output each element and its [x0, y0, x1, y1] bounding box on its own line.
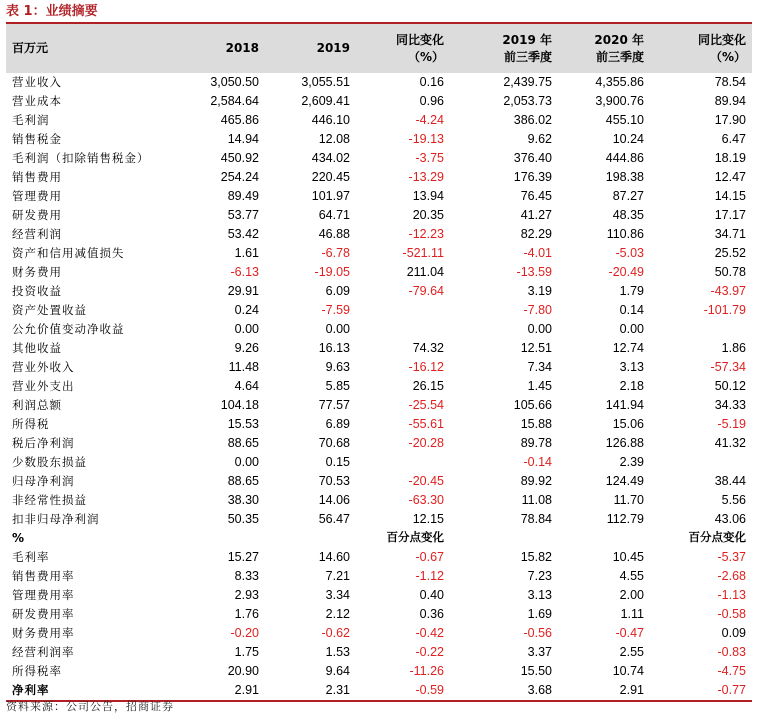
table-cell: 89.49 [227, 189, 259, 203]
table-cell: 12.15 [412, 512, 444, 526]
table-cell: -0.20 [230, 626, 259, 640]
table-cell: 1.61 [234, 246, 259, 260]
table-cell: 17.17 [714, 208, 746, 222]
table-cell: 89.78 [520, 436, 552, 450]
table-cell: 34.71 [714, 227, 746, 241]
table-cell: -0.42 [415, 626, 444, 640]
table-cell: 46.88 [318, 227, 350, 241]
table-cell: 10.74 [612, 664, 644, 678]
table-row [6, 377, 752, 396]
table-cell: 16.13 [318, 341, 350, 355]
table-cell: -7.59 [321, 303, 350, 317]
row-label: 利润总额 [12, 398, 62, 412]
table-cell: -43.97 [710, 284, 746, 298]
table-cell: 78.54 [714, 75, 746, 89]
table-cell: 254.24 [220, 170, 259, 184]
table-cell: 43.06 [714, 512, 746, 526]
source-note: 资料来源：公司公告，招商证券 [6, 700, 174, 713]
table-cell: 3,900.76 [595, 94, 644, 108]
table-cell: -0.62 [321, 626, 350, 640]
table-row [6, 168, 752, 187]
table-row [6, 434, 752, 453]
row-label: 税后净利润 [12, 436, 75, 450]
table-cell [260, 529, 350, 548]
table-cell: 110.86 [606, 227, 644, 241]
table-row [6, 605, 752, 624]
table-cell: 14.15 [714, 189, 746, 203]
table-cell: 0.96 [419, 94, 444, 108]
column-header [169, 24, 259, 73]
table-cell: -19.05 [314, 265, 350, 279]
table-cell [452, 529, 552, 548]
table-cell: -79.64 [408, 284, 444, 298]
table-row [6, 491, 752, 510]
table-cell: 7.23 [527, 569, 552, 583]
table-cell: 1.79 [619, 284, 644, 298]
row-label: 财务费用率 [12, 626, 75, 640]
table-cell: -25.54 [408, 398, 444, 412]
row-label: 营业收入 [12, 75, 62, 89]
table-cell: 12.51 [520, 341, 552, 355]
column-header [260, 24, 350, 73]
table-cell: -13.59 [516, 265, 552, 279]
table-cell: 14.06 [318, 493, 350, 507]
table-cell: 124.49 [605, 474, 644, 488]
table-cell: 455.10 [605, 113, 644, 127]
table-cell: -101.79 [703, 303, 746, 317]
table-row [6, 244, 752, 263]
table-cell: 41.27 [520, 208, 552, 222]
table-cell: 4,355.86 [595, 75, 644, 89]
table-cell: 3,050.50 [210, 75, 259, 89]
table-cell: 15.27 [227, 550, 259, 564]
table-cell: 11.70 [613, 493, 644, 507]
table-cell: 50.35 [227, 512, 259, 526]
table-row [6, 187, 752, 206]
row-label: 销售费用率 [12, 569, 75, 583]
column-header-line1: 2019 年 [502, 32, 552, 47]
row-label: 公允价值变动净收益 [12, 322, 125, 336]
column-header-line2: 前三季度 [503, 49, 552, 64]
row-label: 管理费用 [12, 189, 62, 203]
table-cell: 29.91 [227, 284, 259, 298]
table-row [6, 282, 752, 301]
table-cell: 4.55 [619, 569, 644, 583]
table-cell: 5.85 [325, 379, 350, 393]
table-cell: 0.00 [234, 322, 259, 336]
row-label: 净利率 [12, 683, 50, 697]
table-cell: 74.32 [412, 341, 444, 355]
table-cell: 77.57 [318, 398, 350, 412]
table-row [6, 567, 752, 586]
table-cell: 20.90 [227, 664, 259, 678]
row-label: 归母净利润 [12, 474, 75, 488]
table-row [6, 548, 752, 567]
table-cell: 3.13 [527, 588, 552, 602]
table-cell: 0.00 [325, 322, 350, 336]
table-cell: 百分点变化 [386, 532, 444, 544]
row-label: 经营利润 [12, 227, 62, 241]
table-cell: 6.47 [721, 132, 746, 146]
table-cell: 50.12 [714, 379, 746, 393]
row-label: 毛利率 [12, 550, 50, 564]
table-cell: -11.26 [409, 664, 444, 678]
table-row [6, 263, 752, 282]
table-cell: 446.10 [311, 113, 350, 127]
row-label: 经营利润率 [12, 645, 75, 659]
row-label: 研发费用 [12, 208, 62, 222]
table-cell: 88.65 [227, 474, 259, 488]
table-row [6, 130, 752, 149]
table-cell: -3.75 [415, 151, 444, 165]
table-cell: 38.30 [227, 493, 259, 507]
table-row [6, 453, 752, 472]
table-cell: 376.40 [513, 151, 552, 165]
table-cell: -1.12 [415, 569, 444, 583]
table-cell [656, 453, 746, 472]
table-cell [354, 453, 444, 472]
table-cell: 211.04 [406, 265, 444, 279]
row-label: 营业外支出 [12, 379, 75, 393]
table-cell: 15.06 [612, 417, 644, 431]
table-cell [554, 529, 644, 548]
table-cell: 3,055.51 [301, 75, 350, 89]
row-label: 销售税金 [12, 132, 62, 146]
column-header-line2: （%） [407, 49, 444, 64]
table-cell: 15.53 [227, 417, 259, 431]
table-row [6, 624, 752, 643]
row-label: 营业外收入 [12, 360, 75, 374]
table-cell: 112.79 [606, 512, 644, 526]
table-cell: -2.68 [717, 569, 746, 583]
table-cell: 386.02 [513, 113, 552, 127]
table-cell: 2.93 [234, 588, 259, 602]
table-cell: -16.12 [408, 360, 444, 374]
table-title: 表 1：业绩摘要 [6, 4, 98, 19]
table-cell: -57.34 [710, 360, 746, 374]
table-row [6, 320, 752, 339]
table-cell: 3.34 [325, 588, 350, 602]
table-body [6, 73, 752, 702]
table-cell: 1.86 [721, 341, 746, 355]
table-cell: 0.00 [527, 322, 552, 336]
table-cell: 15.88 [520, 417, 552, 431]
table-cell: 126.88 [605, 436, 644, 450]
row-label: 毛利润 [12, 113, 50, 127]
table-cell: 12.47 [714, 170, 746, 184]
row-label: 销售费用 [12, 170, 62, 184]
table-cell: 0.16 [419, 75, 444, 89]
table-row [6, 339, 752, 358]
table-cell: 5.56 [721, 493, 746, 507]
row-label: 资产处置收益 [12, 303, 87, 317]
table-row [6, 510, 752, 529]
table-cell: 70.53 [318, 474, 350, 488]
table-cell: 53.77 [227, 208, 259, 222]
table-cell: 2.00 [619, 588, 644, 602]
table-cell: 10.24 [612, 132, 644, 146]
table-row [6, 586, 752, 605]
column-header-line1: 同比变化 [697, 32, 746, 47]
table-cell: 220.45 [311, 170, 350, 184]
table-cell: -1.13 [717, 588, 746, 602]
table-cell: -0.22 [415, 645, 444, 659]
table-cell: 12.08 [318, 132, 350, 146]
column-header-line1: 百万元 [12, 41, 49, 55]
table-row [6, 358, 752, 377]
table-cell: -5.03 [615, 246, 644, 260]
table-cell: 3.68 [527, 683, 552, 697]
table-cell: 101.97 [311, 189, 350, 203]
column-header-line1: 2019 [316, 41, 350, 55]
table-cell: 450.92 [220, 151, 259, 165]
table-cell: 434.02 [311, 151, 350, 165]
table-cell: 88.65 [227, 436, 259, 450]
table-header [6, 22, 752, 73]
table-row [6, 149, 752, 168]
table-cell: 1.69 [527, 607, 552, 621]
table-cell: 1.53 [325, 645, 350, 659]
table-cell: 11.08 [521, 493, 552, 507]
table-cell: 444.86 [605, 151, 644, 165]
table-cell: 105.66 [513, 398, 552, 412]
table-cell: 3.13 [619, 360, 644, 374]
row-label: 毛利润（扣除销售税金） [12, 151, 150, 165]
table-cell: 9.26 [234, 341, 259, 355]
table-cell [354, 320, 444, 339]
table-cell: 0.36 [419, 607, 444, 621]
table-cell: 0.40 [419, 588, 444, 602]
table-cell: 87.27 [612, 189, 644, 203]
table-cell: -521.11 [402, 246, 444, 260]
table-cell: 89.92 [520, 474, 552, 488]
table-cell: -5.19 [717, 417, 746, 431]
table-cell: -4.01 [523, 246, 552, 260]
table-cell: 4.64 [234, 379, 259, 393]
table-cell: 12.74 [612, 341, 644, 355]
row-label: 管理费用率 [12, 588, 75, 602]
table-cell: 10.45 [612, 550, 644, 564]
row-label: 资产和信用减值损失 [12, 246, 125, 260]
table-cell: 1.76 [234, 607, 259, 621]
table-cell: 7.34 [527, 360, 552, 374]
table-cell: 15.50 [520, 664, 552, 678]
table-row [6, 206, 752, 225]
table-row [6, 73, 752, 92]
table-cell: -4.24 [415, 113, 444, 127]
column-header-line1: 同比变化 [395, 32, 444, 47]
table-cell: -6.13 [230, 265, 259, 279]
table-cell: -0.47 [615, 626, 644, 640]
row-label: 投资收益 [12, 284, 62, 298]
table-row [6, 643, 752, 662]
table-cell: 3.37 [527, 645, 552, 659]
table-row [6, 529, 752, 548]
table-cell: 8.33 [234, 569, 259, 583]
column-header-line2: （%） [709, 49, 746, 64]
table-cell: -13.29 [408, 170, 444, 184]
table-cell: 41.32 [714, 436, 746, 450]
table-cell: 2.31 [325, 683, 350, 697]
table-cell: 2.39 [619, 455, 644, 469]
table-cell: 26.15 [412, 379, 444, 393]
table-cell: 9.62 [527, 132, 552, 146]
table-cell: 48.35 [612, 208, 644, 222]
column-header [12, 24, 48, 73]
table-cell: 176.39 [513, 170, 552, 184]
table-cell: 3.19 [527, 284, 552, 298]
row-label: 所得税率 [12, 664, 62, 678]
table-cell: 20.35 [412, 208, 444, 222]
table-cell: 25.52 [714, 246, 746, 260]
table-cell: 198.38 [605, 170, 644, 184]
table-cell: -20.45 [408, 474, 444, 488]
table-cell: 89.94 [714, 94, 746, 108]
table-cell: 6.89 [325, 417, 350, 431]
summary-table [6, 22, 752, 702]
table-cell: 1.75 [234, 645, 259, 659]
table-cell: 0.24 [234, 303, 259, 317]
table-cell: 78.84 [520, 512, 552, 526]
table-cell: -0.83 [717, 645, 746, 659]
table-row [6, 301, 752, 320]
table-cell: 14.94 [227, 132, 259, 146]
table-cell: 104.18 [220, 398, 259, 412]
table-row [6, 396, 752, 415]
table-cell: -0.14 [523, 455, 552, 469]
table-cell: 百分点变化 [688, 532, 746, 544]
table-cell: -55.61 [408, 417, 444, 431]
table-cell: 15.82 [520, 550, 552, 564]
table-cell: -19.13 [408, 132, 444, 146]
table-cell: 38.44 [714, 474, 746, 488]
table-cell: 2.12 [325, 607, 350, 621]
table-cell: 2.55 [619, 645, 644, 659]
table-cell: -0.58 [717, 607, 746, 621]
table-cell: 465.86 [220, 113, 259, 127]
row-label: 少数股东损益 [12, 455, 87, 469]
row-label: 其他收益 [12, 341, 62, 355]
table-cell: 0.15 [325, 455, 350, 469]
table-cell: -7.80 [523, 303, 552, 317]
table-cell: 1.11 [620, 607, 644, 621]
row-label: 非经常性损益 [12, 493, 87, 507]
column-header [452, 24, 552, 73]
table-cell [656, 320, 746, 339]
table-row [6, 225, 752, 244]
table-cell: -0.56 [523, 626, 552, 640]
table-cell: 14.60 [318, 550, 350, 564]
table-cell: 76.45 [520, 189, 552, 203]
row-label: 扣非归母净利润 [12, 512, 100, 526]
table-cell [169, 529, 259, 548]
table-cell: 0.00 [234, 455, 259, 469]
table-cell: 50.78 [714, 265, 746, 279]
table-cell: 18.19 [714, 151, 746, 165]
row-label: 所得税 [12, 417, 50, 431]
table-cell: 11.48 [228, 360, 259, 374]
table-row [6, 415, 752, 434]
table-cell: -12.23 [408, 227, 444, 241]
table-cell: 13.94 [412, 189, 444, 203]
table-cell: 2,439.75 [503, 75, 552, 89]
table-cell: 2.91 [619, 683, 644, 697]
row-label: 研发费用率 [12, 607, 75, 621]
table-row [6, 472, 752, 491]
table-cell: 82.29 [520, 227, 552, 241]
table-cell: -0.67 [415, 550, 444, 564]
column-header [656, 24, 746, 73]
table-cell: 53.42 [227, 227, 259, 241]
table-cell: 9.64 [325, 664, 350, 678]
table-cell: 70.68 [318, 436, 350, 450]
table-cell: -6.78 [321, 246, 350, 260]
table-cell: 6.09 [325, 284, 350, 298]
table-cell: 2,584.64 [210, 94, 259, 108]
table-cell: 9.63 [325, 360, 350, 374]
table-cell: 64.71 [318, 208, 350, 222]
table-cell: 2,053.73 [503, 94, 552, 108]
table-cell: 2,609.41 [301, 94, 350, 108]
table-cell: 0.00 [619, 322, 644, 336]
table-row [6, 111, 752, 130]
table-cell: -20.49 [608, 265, 644, 279]
column-header [354, 24, 444, 73]
table-cell: 7.21 [325, 569, 350, 583]
table-cell: 2.91 [234, 683, 259, 697]
table-cell: 34.33 [714, 398, 746, 412]
table-cell: 17.90 [714, 113, 746, 127]
table-row [6, 92, 752, 111]
row-label: 营业成本 [12, 94, 62, 108]
table-cell: 2.18 [619, 379, 644, 393]
table-cell: -5.37 [717, 550, 746, 564]
column-header-line1: 2020 年 [594, 32, 644, 47]
row-label: % [12, 531, 26, 545]
table-row [6, 662, 752, 681]
table-cell: -20.28 [408, 436, 444, 450]
table-cell: -0.77 [717, 683, 746, 697]
table-cell: -0.59 [415, 683, 444, 697]
table-cell: 141.94 [605, 398, 644, 412]
table-cell: 56.47 [318, 512, 350, 526]
table-cell [354, 301, 444, 320]
table-cell: -4.75 [717, 664, 746, 678]
table-cell: -63.30 [408, 493, 444, 507]
column-header-line1: 2018 [225, 41, 259, 55]
column-header-line2: 前三季度 [595, 49, 644, 64]
table-cell: 0.09 [721, 626, 746, 640]
table-cell: 0.14 [619, 303, 644, 317]
column-header [554, 24, 644, 73]
table-cell: 1.45 [527, 379, 552, 393]
row-label: 财务费用 [12, 265, 62, 279]
